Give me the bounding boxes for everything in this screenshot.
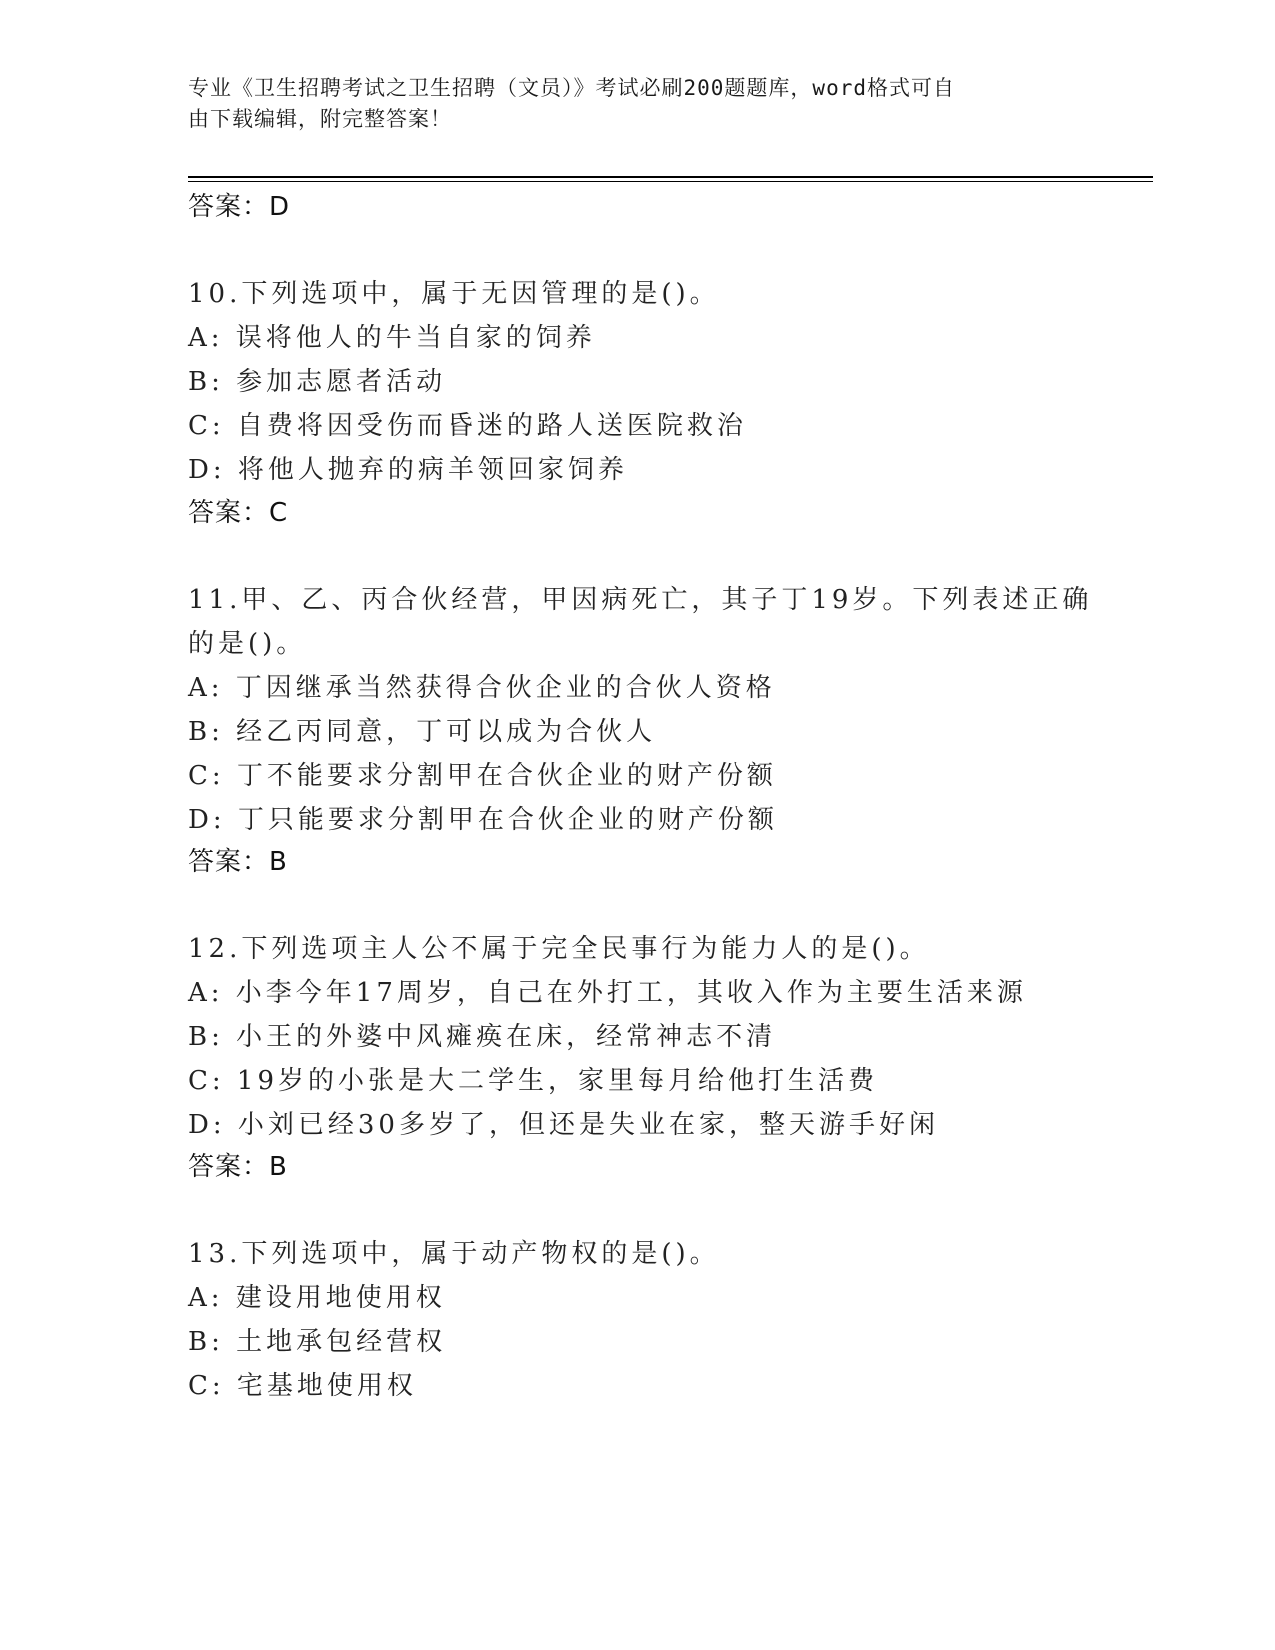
option-d: D: 小刘已经30多岁了，但还是失业在家，整天游手好闲 xyxy=(188,1110,939,1140)
question-stem: 12.下列选项主人公不属于完全民事行为能力人的是()。 xyxy=(188,934,930,964)
question-stem-continued: 的是()。 xyxy=(188,629,307,659)
option-d: D: 丁只能要求分割甲在合伙企业的财产份额 xyxy=(188,805,778,835)
question-stem: 10.下列选项中，属于无因管理的是()。 xyxy=(188,279,720,309)
option-a: A: 丁因继承当然获得合伙企业的合伙人资格 xyxy=(188,673,776,703)
page-header xyxy=(188,73,1068,135)
option-b: B: 土地承包经营权 xyxy=(188,1327,447,1357)
option-c: C: 丁不能要求分割甲在合伙企业的财产份额 xyxy=(188,761,777,791)
option-d: D: 将他人抛弃的病羊领回家饲养 xyxy=(188,455,628,485)
answer-label: 答案：B xyxy=(188,847,288,877)
answer-label: 答案：B xyxy=(188,1152,288,1182)
option-a: A: 误将他人的牛当自家的饲养 xyxy=(188,323,596,353)
header-line-2: 由下载编辑，附完整答案！ xyxy=(188,107,452,131)
header-rule-thin xyxy=(188,181,1153,182)
answer-label: 答案：D xyxy=(188,192,291,222)
question-stem: 11.甲、乙、丙合伙经营，甲因病死亡，其子丁19岁。下列表述正确 xyxy=(188,585,1093,615)
option-b: B: 小王的外婆中风瘫痪在床，经常神志不清 xyxy=(188,1022,777,1052)
option-c: C: 宅基地使用权 xyxy=(188,1371,417,1401)
question-stem: 13.下列选项中，属于动产物权的是()。 xyxy=(188,1239,720,1269)
header-line-1: 专业《卫生招聘考试之卫生招聘（文员）》考试必刷200题题库，word格式可自 xyxy=(188,76,955,100)
header-rule-thick xyxy=(188,176,1153,178)
option-a: A: 建设用地使用权 xyxy=(188,1283,446,1313)
option-b: B: 参加志愿者活动 xyxy=(188,367,447,397)
option-a: A: 小李今年17周岁，自己在外打工，其收入作为主要生活来源 xyxy=(188,978,1027,1008)
option-c: C: 自费将因受伤而昏迷的路人送医院救治 xyxy=(188,411,747,441)
answer-label: 答案：C xyxy=(188,498,289,528)
option-c: C: 19岁的小张是大二学生，家里每月给他打生活费 xyxy=(188,1066,879,1096)
option-b: B: 经乙丙同意，丁可以成为合伙人 xyxy=(188,717,657,747)
